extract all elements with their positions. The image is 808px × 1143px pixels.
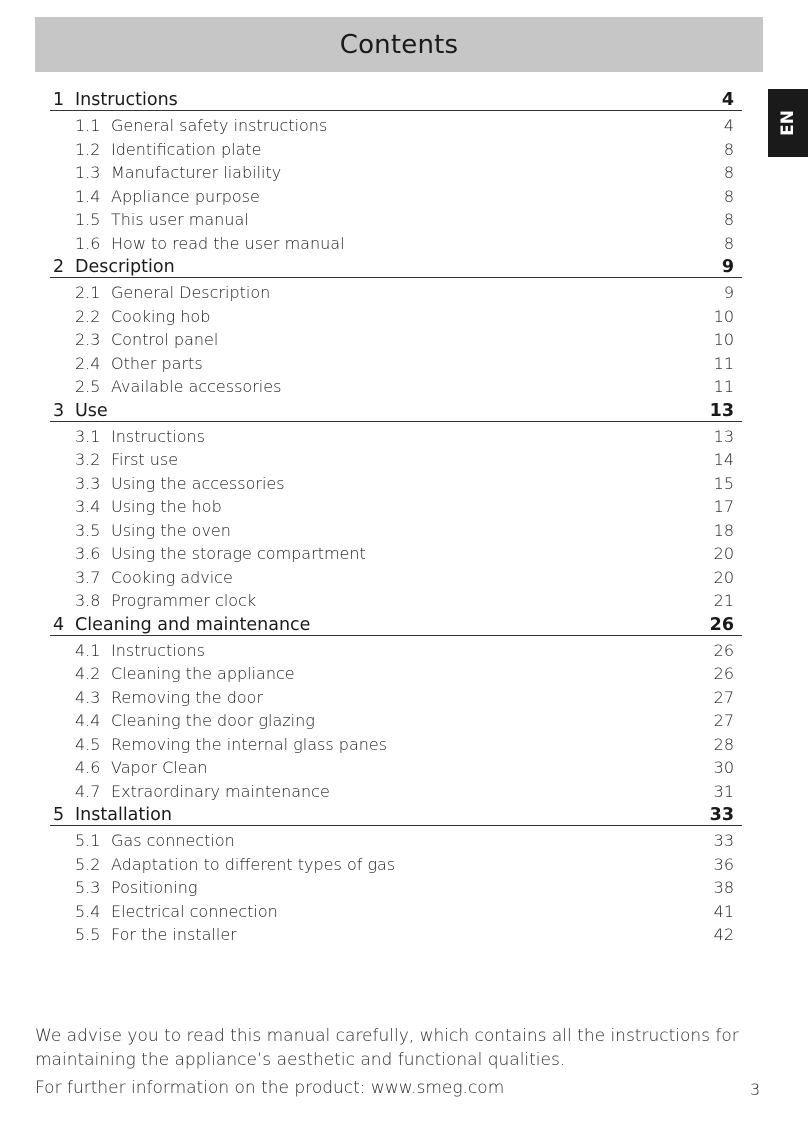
entry-page: 41	[713, 901, 734, 921]
entry-number: 3.6	[75, 544, 101, 563]
entry-page: 26	[713, 664, 734, 683]
entry-page: 11	[713, 377, 734, 396]
section-title: Installation	[75, 805, 172, 825]
entry-number: 1.4	[75, 186, 101, 206]
entry-number: 4.4	[75, 711, 101, 730]
entry-title: Using the oven	[111, 520, 231, 540]
entry-number: 3.5	[75, 520, 101, 540]
entry-page: 26	[713, 640, 734, 660]
toc-section-heading	[50, 397, 742, 422]
section-page: 4	[721, 90, 734, 110]
entry-number: 3.2	[75, 450, 101, 469]
entry-title: Using the hob	[111, 497, 222, 516]
toc-entry	[75, 754, 734, 777]
toc-entry	[75, 470, 734, 493]
entry-number: 5.3	[75, 878, 101, 897]
entry-title: Other parts	[111, 353, 203, 373]
entry-page: 9	[723, 283, 734, 302]
entry-title: Available accessories	[111, 377, 282, 396]
entry-number: 4.1	[75, 640, 101, 660]
entry-title: For the installer	[111, 925, 237, 944]
toc-entry	[75, 637, 734, 660]
entry-title: Control panel	[111, 330, 219, 349]
entry-title: Gas connection	[111, 831, 235, 850]
section-page: 26	[709, 614, 734, 635]
entry-title: General safety instructions	[111, 116, 328, 135]
entry-page: 36	[713, 854, 734, 874]
entry-number: 4.3	[75, 687, 101, 707]
contents-header-bar	[35, 17, 763, 72]
toc-entry	[75, 921, 734, 944]
toc-entry	[75, 423, 734, 446]
toc-section-heading	[50, 611, 742, 636]
toc-entry	[75, 731, 734, 754]
toc-entry	[75, 112, 734, 135]
entry-title: General Description	[111, 283, 271, 302]
entry-number: 2.2	[75, 306, 101, 326]
toc-entry	[75, 493, 734, 516]
entry-title: Positioning	[111, 878, 198, 897]
toc-entry	[75, 279, 734, 302]
entry-title: Cooking advice	[111, 567, 233, 587]
entry-number: 1.2	[75, 139, 101, 159]
entry-number: 5.2	[75, 854, 101, 874]
footer-more-info: For further information on the product: www.smeg.com	[35, 1078, 505, 1098]
entry-page: 8	[723, 186, 734, 206]
toc-entry	[75, 874, 734, 897]
entry-number: 2.3	[75, 330, 101, 349]
entry-title: Vapor Clean	[111, 758, 208, 777]
entry-number: 5.5	[75, 925, 101, 944]
section-page: 33	[709, 805, 734, 825]
entry-number: 1.5	[75, 210, 101, 229]
entry-number: 5.4	[75, 901, 101, 921]
page-title: Contents	[339, 29, 459, 60]
section-number: 2	[53, 257, 65, 277]
entry-page: 8	[723, 210, 734, 229]
entry-page: 42	[713, 925, 734, 944]
toc-entry	[75, 851, 734, 874]
toc-entry	[75, 183, 734, 206]
toc-entry	[75, 898, 734, 921]
entry-page: 14	[713, 450, 734, 469]
entry-number: 4.6	[75, 758, 101, 777]
entry-page: 20	[713, 567, 734, 587]
entry-page: 27	[713, 711, 734, 730]
language-tab-label: EN	[778, 110, 798, 136]
toc-entry	[75, 540, 734, 563]
toc-entry	[75, 326, 734, 349]
entry-page: 8	[723, 139, 734, 159]
entry-number: 3.7	[75, 567, 101, 587]
entry-number: 4.5	[75, 734, 101, 754]
section-title: Instructions	[75, 90, 178, 110]
entry-number: 1.3	[75, 163, 101, 182]
entry-title: Instructions	[111, 426, 205, 446]
entry-title: Removing the door	[111, 687, 264, 707]
entry-page: 33	[713, 831, 734, 850]
entry-title: Programmer clock	[111, 591, 257, 610]
entry-title: Cleaning the door glazing	[111, 711, 315, 730]
entry-page: 21	[713, 591, 734, 610]
entry-page: 17	[713, 497, 734, 516]
toc-entry	[75, 684, 734, 707]
page-number: 3	[750, 1080, 761, 1099]
toc-entry	[75, 517, 734, 540]
section-number: 4	[53, 614, 65, 635]
toc-entry	[75, 446, 734, 469]
section-title: Description	[75, 257, 175, 277]
footer-note	[35, 1024, 755, 1100]
entry-title: Using the accessories	[111, 473, 285, 493]
entry-title: Manufacturer liability	[111, 163, 282, 182]
entry-title: Electrical connection	[111, 901, 278, 921]
footer-advice: We advise you to read this manual carefully, which contains all the instructions for maintaining the appliance’s aesthetic and functional qualities.	[35, 1026, 739, 1070]
entry-title: Using the storage compartment	[111, 544, 366, 563]
entry-page: 4	[723, 116, 734, 135]
toc-entry	[75, 660, 734, 683]
entry-title: Appliance purpose	[111, 186, 260, 206]
section-title: Use	[75, 400, 108, 421]
entry-page: 38	[713, 878, 734, 897]
entry-title: Cleaning the appliance	[111, 664, 295, 683]
entry-title: Instructions	[111, 640, 205, 660]
toc-entry	[75, 778, 734, 801]
toc-section-heading	[50, 86, 742, 111]
entry-page: 30	[713, 758, 734, 777]
entry-page: 31	[713, 781, 734, 801]
entry-number: 4.7	[75, 781, 101, 801]
entry-page: 11	[713, 353, 734, 373]
toc-entry	[75, 230, 734, 253]
entry-page: 10	[713, 330, 734, 349]
toc-section-heading	[50, 801, 742, 826]
entry-title: How to read the user manual	[111, 233, 345, 253]
toc-entry	[75, 206, 734, 229]
entry-number: 1.6	[75, 233, 101, 253]
section-number: 1	[53, 90, 65, 110]
entry-number: 2.1	[75, 283, 101, 302]
entry-page: 20	[713, 544, 734, 563]
entry-page: 8	[723, 163, 734, 182]
entry-number: 2.4	[75, 353, 101, 373]
toc-entry	[75, 350, 734, 373]
entry-page: 18	[713, 520, 734, 540]
entry-title: This user manual	[111, 210, 249, 229]
entry-page: 27	[713, 687, 734, 707]
section-title: Cleaning and maintenance	[75, 614, 311, 635]
section-number: 3	[53, 400, 65, 421]
entry-page: 28	[713, 734, 734, 754]
entry-page: 8	[723, 233, 734, 253]
entry-title: First use	[111, 450, 179, 469]
toc-entry	[75, 707, 734, 730]
section-number: 5	[53, 805, 65, 825]
entry-title: Identification plate	[111, 139, 262, 159]
entry-page: 10	[713, 306, 734, 326]
entry-number: 3.8	[75, 591, 101, 610]
toc-entry	[75, 159, 734, 182]
toc-entry	[75, 303, 734, 326]
entry-title: Extraordinary maintenance	[111, 781, 330, 801]
entry-number: 5.1	[75, 831, 101, 850]
section-page: 9	[721, 257, 734, 277]
section-page: 13	[709, 400, 734, 421]
entry-title: Cooking hob	[111, 306, 211, 326]
entry-number: 3.4	[75, 497, 101, 516]
entry-page: 15	[713, 473, 734, 493]
entry-title: Removing the internal glass panes	[111, 734, 388, 754]
entry-number: 2.5	[75, 377, 101, 396]
entry-number: 1.1	[75, 116, 101, 135]
entry-number: 3.1	[75, 426, 101, 446]
toc-section-heading	[50, 253, 742, 278]
entry-number: 4.2	[75, 664, 101, 683]
entry-title: Adaptation to different types of gas	[111, 854, 396, 874]
entry-page: 13	[713, 426, 734, 446]
toc-entry	[75, 136, 734, 159]
toc-entry	[75, 587, 734, 610]
toc-entry	[75, 564, 734, 587]
language-tab	[768, 89, 808, 157]
toc-entry	[75, 827, 734, 850]
toc-entry	[75, 373, 734, 396]
entry-number: 3.3	[75, 473, 101, 493]
